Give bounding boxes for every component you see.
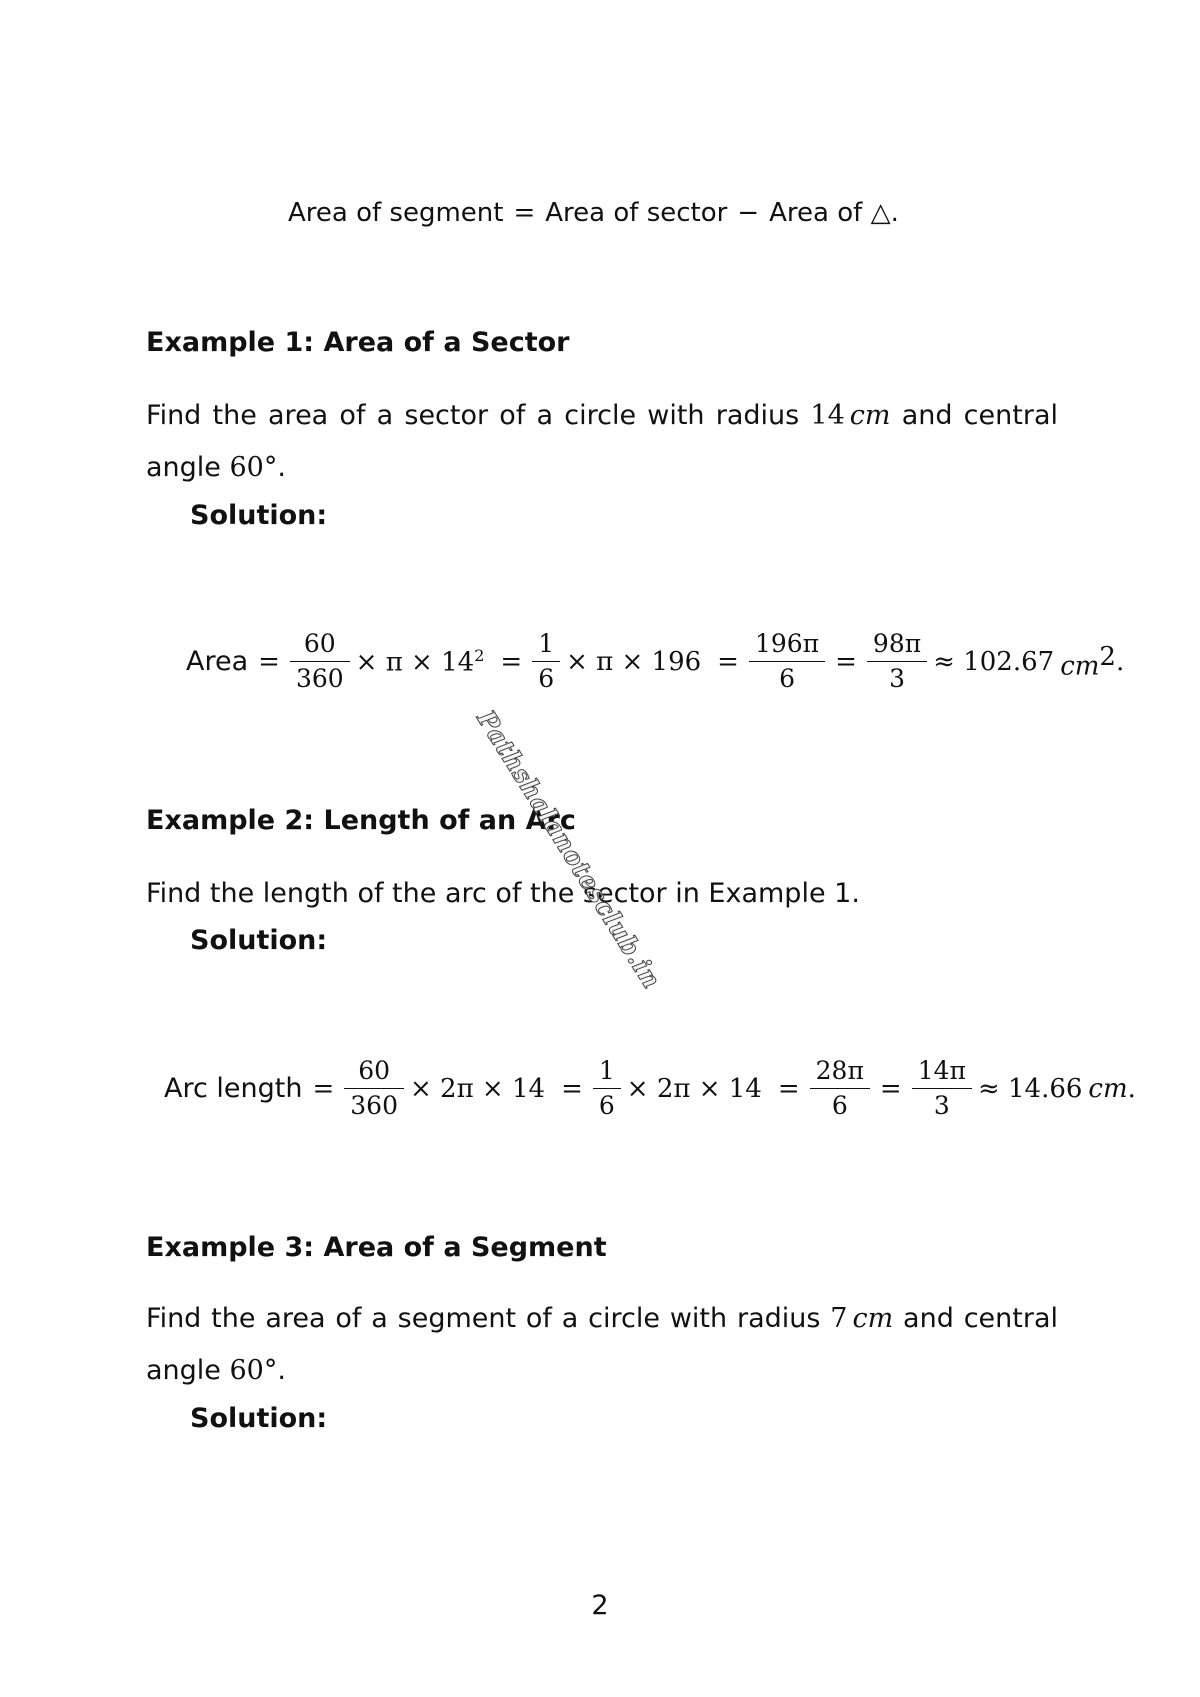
page-number: 2 [591,1590,609,1621]
example1-radius-unit: cm [849,400,891,431]
term-text: × π × 14 [355,647,475,678]
example1-area-formula [186,630,1124,693]
equals-sign: = [879,1073,902,1104]
period: . [1127,1073,1136,1104]
area-label: Area [186,646,249,677]
example3-radius-unit: cm [852,1303,894,1334]
fraction [813,1057,867,1120]
fraction-denominator: 360 [290,661,350,693]
fraction-numerator: 28π [815,1056,864,1085]
triangle-icon: △ [870,198,891,228]
fraction-numerator: 60 [358,1056,391,1085]
period: . [1115,646,1125,677]
example3-period: . [277,1355,286,1386]
fraction-denominator: 6 [749,661,825,693]
example3-angle: 60° [229,1355,278,1386]
exponent: 2 [1099,641,1116,672]
watermark: Pathshalanotesclub.in [471,705,667,994]
formula-rhs: Area of [769,198,863,228]
example1-period: . [277,452,286,483]
fraction-numerator: 98π [872,629,922,658]
formula-lhs: Area of segment [288,198,504,228]
equals-sign: = [258,646,280,677]
fraction-numerator: 1 [538,629,555,658]
term: × π × 196 [566,646,702,677]
example1-angle: 60° [229,452,278,483]
fraction-numerator: 196π [754,629,820,658]
equals-sign: = [717,646,739,677]
fraction-numerator: 60 [303,629,336,658]
example3-problem-text-a: Find the area of a segment of a circle with radius [146,1303,831,1334]
example3-radius: 7 [830,1303,848,1334]
example3-solution-label: Solution: [190,1403,328,1434]
fraction-denominator: 3 [867,661,927,693]
fraction-numerator: 14π [917,1056,966,1085]
example3-problem [146,1293,1058,1397]
fraction-numerator: 1 [598,1056,615,1085]
example1-problem [146,390,1058,494]
fraction [752,630,822,693]
minus-sign: − [737,198,760,228]
fraction [347,1057,401,1120]
result-unit [1060,642,1116,682]
formula-middle: Area of sector [545,198,728,228]
example3-problem-text-b: and central angle [146,1303,1058,1386]
example2-problem: Find the length of the arc of the sector in Example 1. [146,878,860,909]
equals-sign: = [561,1073,583,1104]
term: × 2π × 14 [409,1073,546,1104]
fraction [535,630,557,693]
example3-heading: Example 3: Area of a Segment [146,1232,607,1263]
example2-arc-formula [164,1057,1136,1120]
fraction [915,1057,969,1120]
fraction-denominator: 360 [344,1088,404,1120]
term: × 2π × 14 [626,1073,762,1104]
exponent: 2 [474,645,485,665]
result: ≈ 14.66 [977,1073,1083,1104]
unit-text: cm [1060,651,1100,682]
result: ≈ 102.67 [933,646,1055,677]
equals-sign: = [500,646,523,677]
fraction-denominator: 6 [532,661,560,693]
example1-problem-text-b: and central angle [146,400,1058,483]
example1-radius: 14 [810,400,845,431]
segment-area-formula [288,198,899,228]
equals-sign: = [513,198,536,228]
term [356,646,485,678]
fraction-denominator: 6 [810,1088,870,1120]
example1-solution-label: Solution: [190,500,328,531]
formula-period: . [890,198,899,228]
example1-heading: Example 1: Area of a Sector [146,327,570,358]
fraction-denominator: 6 [593,1088,621,1120]
equals-sign: = [312,1073,335,1104]
example1-problem-text-a: Find the area of a sector of a circle with radius [146,400,811,431]
fraction [596,1057,618,1120]
fraction [870,630,924,693]
arc-length-label: Arc length [164,1073,303,1104]
example2-heading: Example 2: Length of an Arc [146,805,576,836]
fraction-denominator: 3 [912,1088,972,1120]
result-unit: cm [1088,1073,1128,1104]
example2-solution-label: Solution: [190,925,328,956]
equals-sign: = [777,1073,800,1104]
fraction [293,630,347,693]
equals-sign: = [835,646,857,677]
